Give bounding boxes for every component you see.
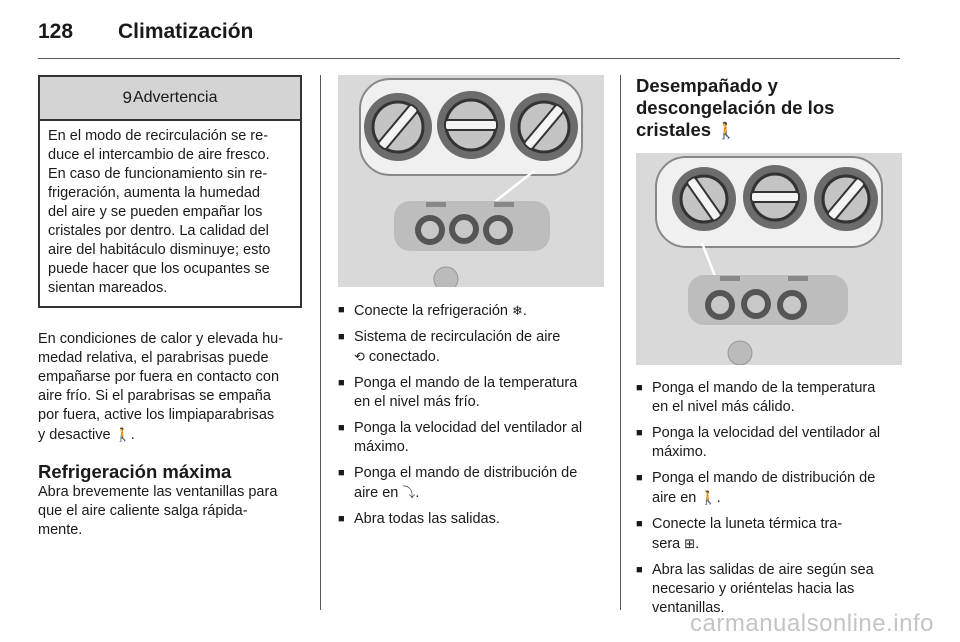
distribution-knob-large: [814, 167, 878, 231]
paragraph-line: por fuera, active los limpiaparabrisas: [38, 407, 275, 423]
step-text: ■ Abra las salidas de aire según sea: [652, 562, 874, 578]
defog-illustration: [636, 153, 902, 365]
step-text: ■ Ponga la velocidad del ventilador al: [354, 420, 583, 436]
fan-knob-large: [437, 91, 505, 159]
page-number: 128: [38, 20, 74, 43]
max-cooling-steps: [338, 301, 604, 529]
watermark: carmanualsonline.info: [690, 610, 934, 637]
paragraph-line-text: y desactive: [38, 427, 115, 443]
list-item: [338, 301, 604, 321]
heading-line: Desempañado y: [636, 75, 778, 96]
list-item: [636, 469, 902, 508]
step-text: necesario y oriéntelas hacia las: [652, 581, 855, 597]
rear-window-heating-icon: ⊞: [684, 536, 696, 551]
warning-icon: 9: [122, 88, 132, 107]
footwell-vent-icon: ⤵: [402, 485, 416, 500]
paragraph-line: [38, 425, 302, 445]
max-cooling-heading: Refrigeración máxima: [38, 461, 232, 482]
list-item: [338, 419, 604, 457]
max-cooling-line: mente.: [38, 522, 83, 538]
paragraph-line: En condiciones de calor y elevada hu-: [38, 331, 284, 347]
step-text: aire en: [652, 490, 701, 506]
page-title: Climatización: [118, 20, 254, 43]
defog-heading: [636, 75, 902, 143]
step-text: ■ Ponga el mando de la temperatura: [354, 375, 578, 391]
step-text: ventanillas.: [652, 600, 725, 616]
paragraph-line-end: .: [130, 427, 135, 443]
warning-title: Advertencia: [132, 89, 218, 106]
header-rule: [38, 58, 900, 59]
paragraph-line: aire frío. Si el parabrisas se empaña: [38, 388, 271, 404]
step-text: en el nivel más frío.: [354, 394, 480, 410]
paragraph-line: medad relativa, el parabrisas puede: [38, 350, 269, 366]
warning-line: sientan mareados.: [48, 280, 168, 296]
step-text: ■ Ponga la velocidad del ventilador al: [652, 425, 881, 441]
warning-line: En el modo de recirculación se re-: [48, 128, 269, 144]
warning-body: [40, 121, 300, 306]
warning-line: duce el intercambio de aire fresco.: [48, 147, 270, 163]
step-text: ■ Ponga el mando de distribución de: [354, 465, 578, 481]
windscreen-defrost-icon: 🚶: [114, 427, 131, 442]
defog-steps: [636, 379, 902, 618]
step-text: Abra todas las salidas.: [354, 511, 500, 527]
step-text-end: .: [695, 536, 700, 552]
step-text: conectado.: [364, 349, 440, 365]
step-text-end: .: [716, 490, 721, 506]
warning-line: puede hacer que los ocupantes se: [48, 261, 270, 277]
column-2: [338, 75, 604, 536]
warning-line: frigeración, aumenta la humedad: [48, 185, 260, 201]
warning-line: cristales por dentro. La calidad del: [48, 223, 269, 239]
step-text-end: .: [522, 303, 527, 319]
warning-line: aire del habitáculo disminuye; esto: [48, 242, 271, 258]
column-3: [636, 75, 902, 625]
step-text: ■ Ponga el mando de distribución de: [652, 470, 876, 486]
list-item: [338, 328, 604, 367]
list-item: [636, 424, 902, 462]
step-text: en el nivel más cálido.: [652, 399, 795, 415]
max-cooling-line: Abra brevemente las ventanillas para: [38, 484, 278, 500]
step-text: máximo.: [652, 444, 707, 460]
heading-line: descongelación de los: [636, 97, 835, 118]
humidity-paragraph: [38, 330, 302, 445]
warning-box: [38, 75, 302, 308]
warning-line: del aire y se pueden empañar los: [48, 204, 263, 220]
list-item: [636, 515, 902, 554]
step-text: sera: [652, 536, 685, 552]
heading-line: cristales: [636, 119, 717, 140]
step-text: Conecte la refrigeración: [354, 303, 512, 319]
max-cooling-line: que el aire caliente salga rápida-: [38, 503, 248, 519]
temperature-knob-large: [672, 167, 736, 231]
list-item: [338, 464, 604, 503]
windscreen-defrost-icon: 🚶: [700, 490, 717, 505]
paragraph-line: empañarse por fuera en contacto con: [38, 369, 280, 385]
step-text-end: .: [415, 485, 420, 501]
warning-line: En caso de funcionamiento sin re-: [48, 166, 268, 182]
recirculation-icon: ⟲: [354, 349, 365, 364]
step-text: máximo.: [354, 439, 409, 455]
max-cooling-text: [38, 483, 302, 540]
windscreen-defrost-icon: 🚶: [716, 123, 737, 140]
step-text: ■ Conecte la luneta térmica tra-: [652, 516, 843, 532]
distribution-knob-large: [510, 93, 578, 161]
step-text: ■ Sistema de recirculación de aire: [354, 329, 561, 345]
list-item: [636, 379, 902, 417]
temperature-knob-large: [364, 93, 432, 161]
warning-header: [40, 77, 300, 121]
climate-control-illustration: [338, 75, 604, 287]
column-divider-2: [620, 75, 621, 610]
snowflake-icon: ❄: [511, 303, 523, 318]
column-1: [38, 75, 302, 540]
list-item: [338, 510, 604, 529]
list-item: [338, 374, 604, 412]
column-divider-1: [320, 75, 321, 610]
step-text: aire en: [354, 485, 403, 501]
step-text: ■ Ponga el mando de la temperatura: [652, 380, 876, 396]
fan-knob-large: [743, 165, 807, 229]
